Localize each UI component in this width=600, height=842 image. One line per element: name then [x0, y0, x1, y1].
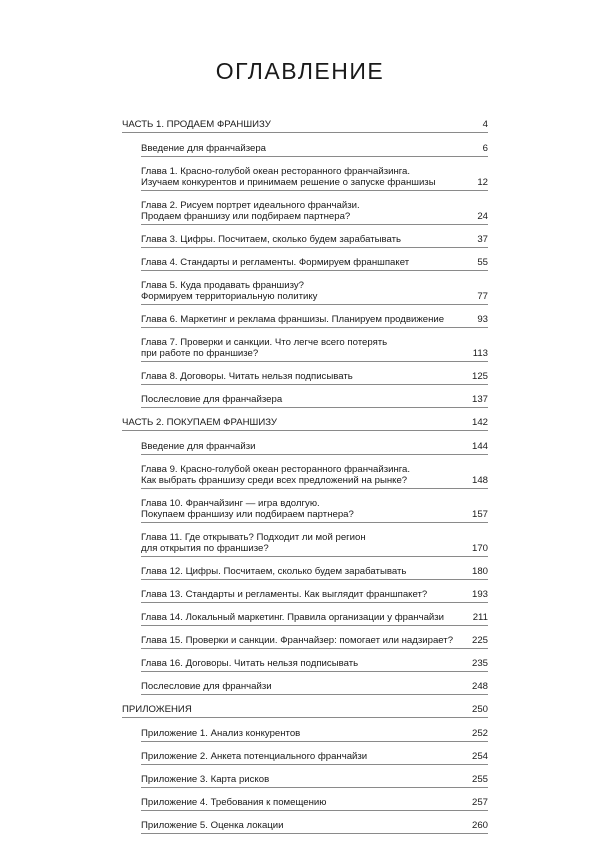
part-title: ЧАСТЬ 2. ПОКУПАЕМ ФРАНШИЗУ — [122, 417, 278, 428]
toc-part-heading[interactable] — [122, 416, 488, 431]
page-number: 125 — [471, 371, 488, 382]
entry-title-line: Как выбрать франшизу среди всех предложений на рынке? — [141, 475, 408, 486]
entry-title-line: Приложение 1. Анализ конкурентов — [141, 728, 301, 739]
part-title: ЧАСТЬ 1. ПРОДАЕМ ФРАНШИЗУ — [122, 119, 271, 130]
page-number: 113 — [472, 348, 488, 359]
toc-entry[interactable] — [141, 165, 488, 191]
entry-title-line: Глава 2. Рисуем портрет идеального франчайзи. — [141, 200, 360, 211]
page-number: 211 — [472, 612, 488, 623]
page-number: 24 — [477, 211, 488, 222]
page-number: 170 — [471, 543, 488, 554]
page-number: 55 — [477, 257, 488, 268]
entry-title-line: Глава 5. Куда продавать франшизу? — [141, 280, 305, 291]
page-number: 257 — [471, 797, 488, 808]
entry-title-line: Введение для франчайзера — [141, 143, 267, 154]
toc-entry[interactable] — [141, 233, 488, 248]
toc-entry[interactable] — [141, 531, 488, 557]
page-number: 180 — [471, 566, 488, 577]
entry-title-line: Глава 8. Договоры. Читать нельзя подписывать — [141, 371, 353, 382]
entry-title-line: Глава 16. Договоры. Читать нельзя подписывать — [141, 658, 359, 669]
page-number: 77 — [477, 291, 488, 302]
toc-entry[interactable] — [141, 750, 488, 765]
page-number: 193 — [471, 589, 488, 600]
entry-title-line: для открытия по франшизе? — [141, 543, 269, 554]
entry-title-line: Глава 9. Красно-голубой океан ресторанного франчайзинга. — [141, 464, 411, 475]
entry-title-line: при работе по франшизе? — [141, 348, 259, 359]
toc-entry[interactable] — [141, 773, 488, 788]
page-number: 4 — [482, 119, 488, 130]
toc-entry[interactable] — [141, 680, 488, 695]
page-number: 248 — [471, 681, 488, 692]
table-of-contents — [122, 118, 488, 842]
toc-entry[interactable] — [141, 313, 488, 328]
toc-entry[interactable] — [141, 497, 488, 523]
toc-part-heading[interactable] — [122, 118, 488, 133]
page-number: 12 — [477, 177, 488, 188]
entry-title-line: Глава 14. Локальный маркетинг. Правила организации у франчайзи — [141, 612, 445, 623]
entry-title-line: Приложение 3. Карта рисков — [141, 774, 270, 785]
toc-entry[interactable] — [141, 440, 488, 455]
page-number: 252 — [471, 728, 488, 739]
page-number: 148 — [471, 475, 488, 486]
page-number: 254 — [471, 751, 488, 762]
entry-title-line: Приложение 2. Анкета потенциального франчайзи — [141, 751, 368, 762]
page-number: 250 — [471, 704, 488, 715]
part-title: ПРИЛОЖЕНИЯ — [122, 704, 192, 715]
toc-part-heading[interactable] — [122, 703, 488, 718]
page-number: 6 — [482, 143, 488, 154]
toc-entry[interactable] — [141, 370, 488, 385]
entry-title-line: Глава 13. Стандарты и регламенты. Как выглядит франшпакет? — [141, 589, 428, 600]
toc-entry[interactable] — [141, 199, 488, 225]
toc-entry[interactable] — [141, 142, 488, 157]
entry-title-line: Глава 12. Цифры. Посчитаем, сколько будем зарабатывать — [141, 566, 407, 577]
entry-title-line: Послесловие для франчайзи — [141, 681, 272, 692]
entry-title-line: Глава 10. Франчайзинг — игра вдолгую. — [141, 498, 320, 509]
entry-title-line: Глава 3. Цифры. Посчитаем, сколько будем зарабатывать — [141, 234, 402, 245]
entry-title-line: Глава 1. Красно-голубой океан ресторанного франчайзинга. — [141, 166, 411, 177]
entry-title-line: Формируем территориальную политику — [141, 291, 318, 302]
entry-title-line: Глава 4. Стандарты и регламенты. Формируем франшпакет — [141, 257, 410, 268]
page-title: ОГЛАВЛЕНИЕ — [215, 58, 385, 84]
page-number: 255 — [471, 774, 488, 785]
page-number: 137 — [471, 394, 488, 405]
page-number: 260 — [471, 820, 488, 831]
entry-title-line: Введение для франчайзи — [141, 441, 256, 452]
entry-title-line: Глава 15. Проверки и санкции. Франчайзер: помогает или надзирает? — [141, 635, 454, 646]
entry-title-line: Продаем франшизу или подбираем партнера? — [141, 211, 351, 222]
entry-title-line: Покупаем франшизу или подбираем партнера? — [141, 509, 354, 520]
entry-title-line: Глава 11. Где открывать? Подходит ли мой регион — [141, 532, 366, 543]
toc-entry[interactable] — [141, 336, 488, 362]
toc-entry[interactable] — [141, 727, 488, 742]
entry-title-line: Глава 6. Маркетинг и реклама франшизы. Планируем продвижение — [141, 314, 445, 325]
toc-entry[interactable] — [141, 611, 488, 626]
toc-entry[interactable] — [141, 657, 488, 672]
page-number: 235 — [471, 658, 488, 669]
toc-entry[interactable] — [141, 463, 488, 489]
entry-title-line: Глава 7. Проверки и санкции. Что легче всего потерять — [141, 337, 388, 348]
page-number: 225 — [471, 635, 488, 646]
entry-title-line: Изучаем конкурентов и принимаем решение о запуске франшизы — [141, 177, 436, 188]
page-number: 93 — [477, 314, 488, 325]
page-number: 157 — [471, 509, 488, 520]
toc-entry[interactable] — [141, 393, 488, 408]
toc-entry[interactable] — [141, 279, 488, 305]
toc-entry[interactable] — [141, 634, 488, 649]
toc-entry[interactable] — [141, 819, 488, 834]
toc-entry[interactable] — [141, 256, 488, 271]
toc-entry[interactable] — [141, 588, 488, 603]
page-number: 37 — [477, 234, 488, 245]
toc-entry[interactable] — [141, 796, 488, 811]
entry-title-line: Послесловие для франчайзера — [141, 394, 283, 405]
toc-entry[interactable] — [141, 565, 488, 580]
page-number: 144 — [471, 441, 488, 452]
entry-title-line: Приложение 4. Требования к помещению — [141, 797, 327, 808]
page-number: 142 — [471, 417, 488, 428]
entry-title-line: Приложение 5. Оценка локации — [141, 820, 284, 831]
